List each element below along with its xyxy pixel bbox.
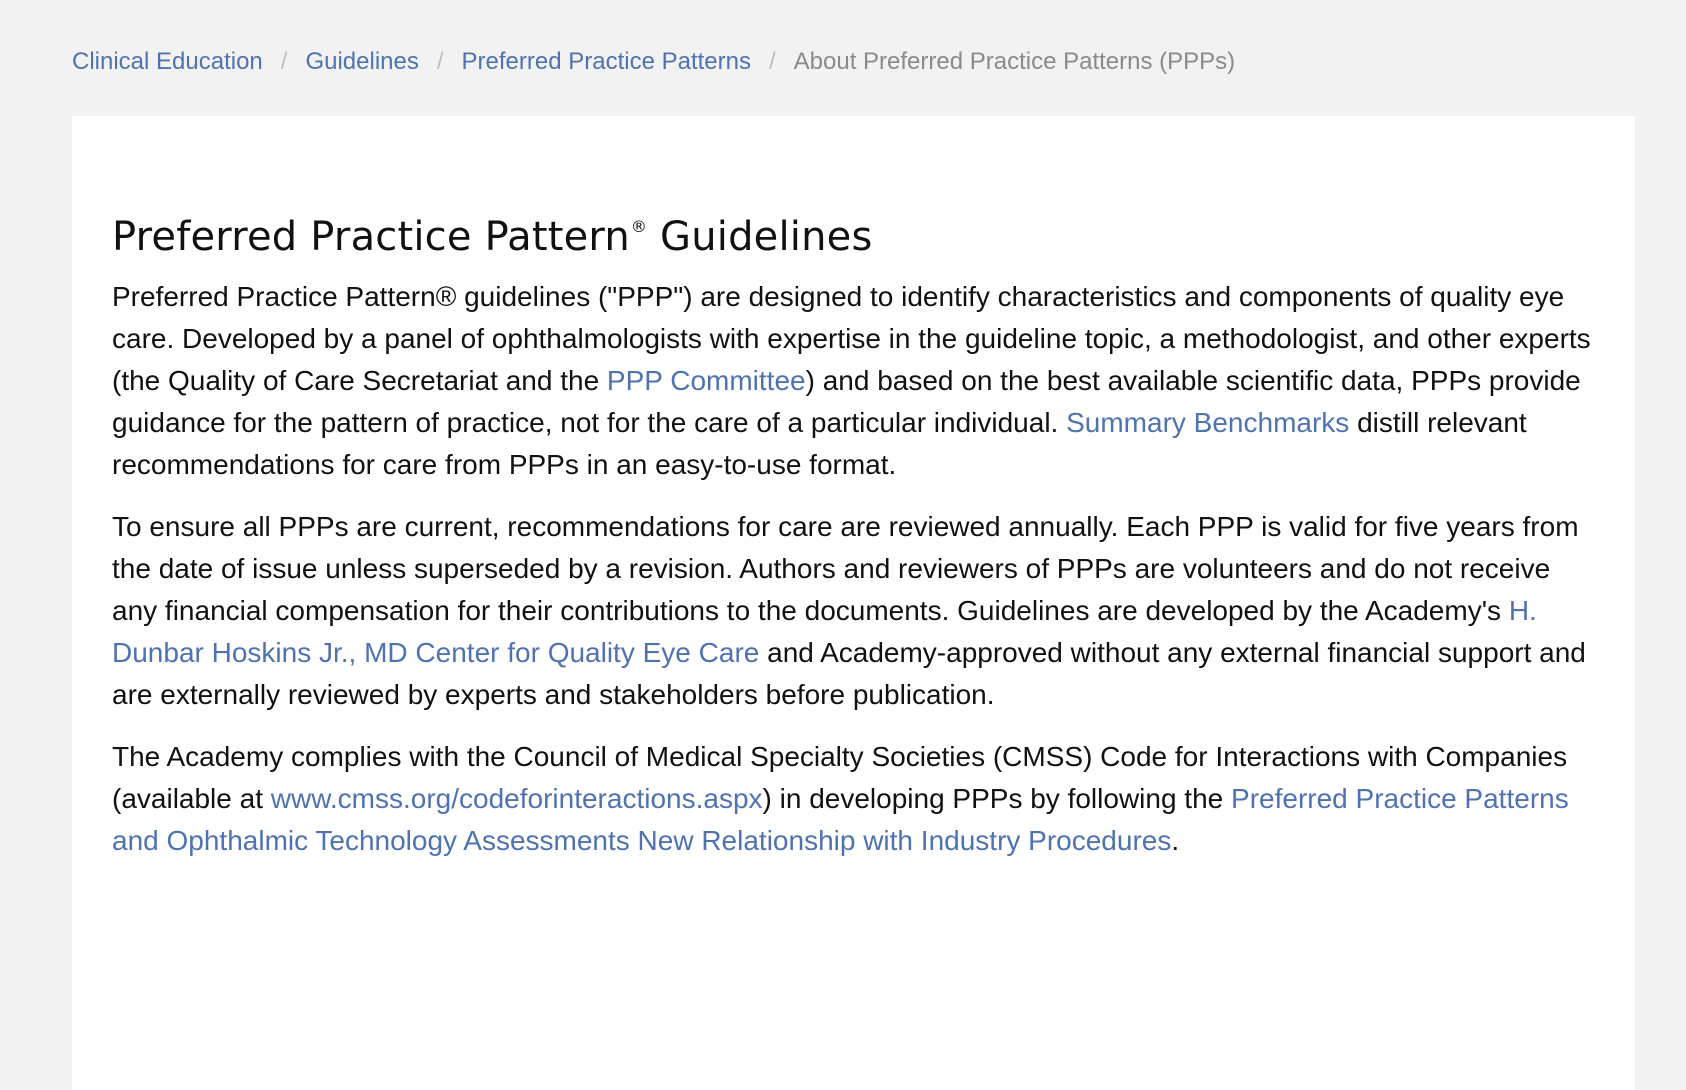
content-card [72, 116, 1635, 1090]
breadcrumb-separator: / [280, 48, 288, 75]
breadcrumb-separator: / [436, 48, 444, 75]
page-title [112, 212, 1602, 262]
page-title-suffix: Guidelines [647, 214, 873, 260]
paragraph-text: and Academy-approved without any external financial support and are externally reviewed by experts and stakeholders before publication. [112, 637, 1586, 710]
industry-procedures-link[interactable]: Preferred Practice Patterns and Ophthalmic Technology Assessments New Relationship with Industry Procedures [112, 783, 1569, 856]
hoskins-center-link[interactable]: H. Dunbar Hoskins Jr., MD Center for Quality Eye Care [112, 595, 1537, 668]
breadcrumb-separator: / [768, 48, 776, 75]
paragraph-text: distill relevant recommendations for care from PPPs in an easy-to-use format. [112, 407, 1527, 480]
paragraph-text: To ensure all PPPs are current, recommendations for care are reviewed annually. Each PPP is valid for five years from the date of issue unless superseded by a revision. Authors and reviewers of PPPs are volunteers and do not receive any financial compensation for their contributions to the documents. Guidelines are developed by the Academy's [112, 511, 1579, 626]
paragraph-cmss [112, 736, 1602, 862]
page-title-text: Preferred Practice Pattern [112, 214, 630, 260]
ppp-committee-link[interactable]: PPP Committee [606, 365, 806, 396]
paragraph-intro [112, 276, 1602, 486]
breadcrumb-link-clinical-education[interactable]: Clinical Education [72, 48, 263, 75]
registered-mark: ® [630, 217, 648, 236]
article-body [112, 212, 1602, 882]
paragraph-text: ) and based on the best available scientific data, PPPs provide guidance for the pattern of practice, not for the care of a particular individual. [112, 365, 1581, 438]
breadcrumb-current: About Preferred Practice Patterns (PPPs) [793, 48, 1236, 75]
paragraph-review [112, 506, 1602, 716]
breadcrumb-link-preferred-practice-patterns[interactable]: Preferred Practice Patterns [461, 48, 751, 75]
paragraph-text: . [1171, 825, 1180, 856]
paragraph-text: Preferred Practice Pattern® guidelines ("PPP") are designed to identify characteristics and components of quality eye care. Developed by a panel of ophthalmologists with expertise in the guideline topic, a methodologist, and other experts (the Quality of Care Secretariat and the [112, 281, 1591, 396]
cmss-code-link[interactable]: www.cmss.org/codeforinteractions.aspx [270, 783, 763, 814]
paragraph-text: The Academy complies with the Council of Medical Specialty Societies (CMSS) Code for Interactions with Companies (available at [112, 741, 1568, 814]
breadcrumb [72, 44, 1235, 80]
paragraph-text: ) in developing PPPs by following the [762, 783, 1232, 814]
summary-benchmarks-link[interactable]: Summary Benchmarks [1066, 407, 1350, 438]
breadcrumb-link-guidelines[interactable]: Guidelines [305, 48, 419, 75]
